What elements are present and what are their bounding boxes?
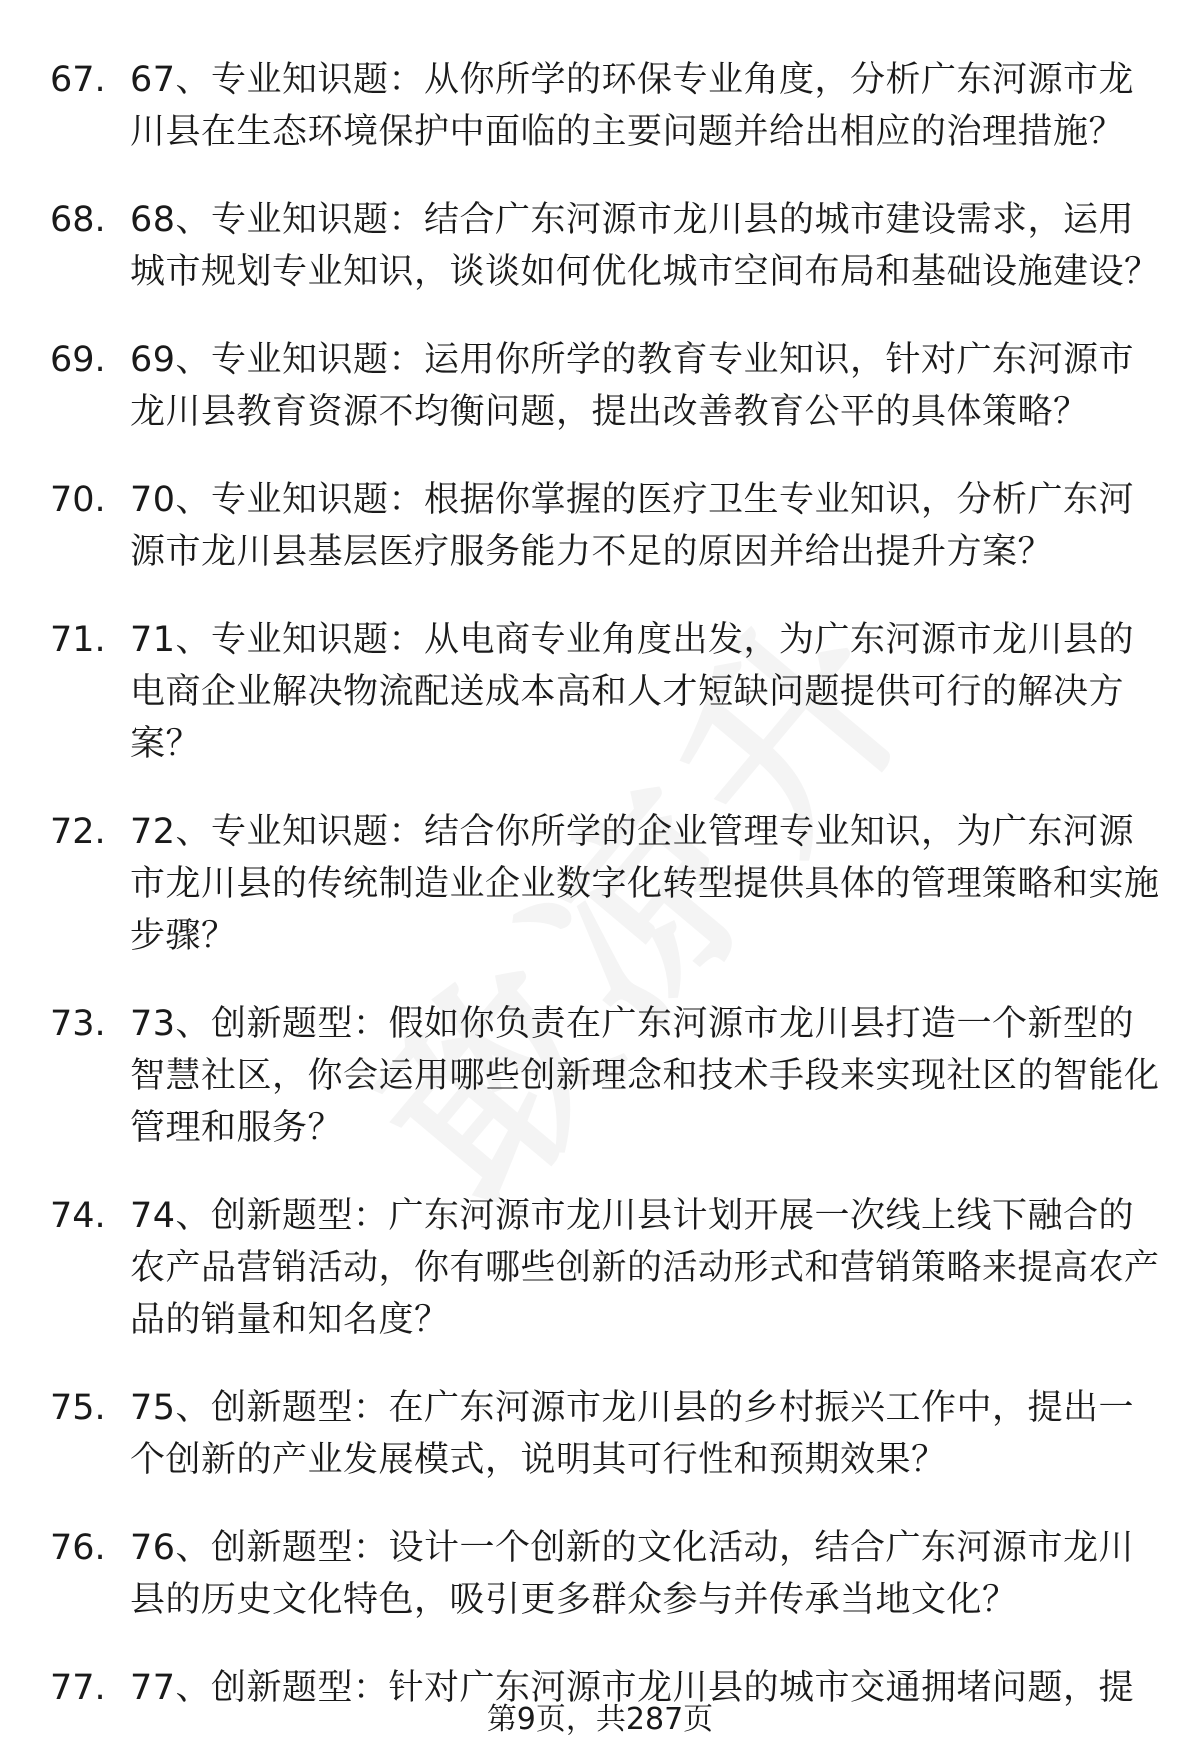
question-text: 69、专业知识题：运用你所学的教育专业知识，针对广东河源市龙川县教育资源不均衡问题，提出改善教育公平的具体策略？ (130, 340, 1135, 432)
list-number: 69. (50, 340, 106, 380)
list-item (50, 474, 1160, 578)
list-number: 76. (50, 1528, 106, 1568)
list-number: 72. (50, 812, 106, 852)
list-number: 73. (50, 1004, 106, 1044)
question-text: 76、创新题型：设计一个创新的文化活动，结合广东河源市龙川县的历史文化特色，吸引更多群众参与并传承当地文化？ (130, 1528, 1135, 1620)
list-item (50, 1522, 1160, 1626)
question-text: 73、创新题型：假如你负责在广东河源市龙川县打造一个新型的智慧社区，你会运用哪些创新理念和技术手段来实现社区的智能化管理和服务？ (130, 1004, 1160, 1148)
list-item (50, 1190, 1160, 1346)
list-item (50, 806, 1160, 962)
question-text: 67、专业知识题：从你所学的环保专业角度，分析广东河源市龙川县在生态环境保护中面临的主要问题并给出相应的治理措施？ (130, 60, 1135, 152)
page-footer: 第9页，共287页 (486, 1702, 714, 1737)
list-number: 77. (50, 1668, 106, 1708)
question-text: 68、专业知识题：结合广东河源市龙川县的城市建设需求，运用城市规划专业知识，谈谈如何优化城市空间布局和基础设施建设？ (130, 200, 1160, 292)
list-number: 74. (50, 1196, 106, 1236)
list-number: 71. (50, 620, 106, 660)
question-list (50, 54, 1160, 1750)
list-item (50, 54, 1160, 158)
question-text: 70、专业知识题：根据你掌握的医疗卫生专业知识，分析广东河源市龙川县基层医疗服务能力不足的原因并给出提升方案？ (130, 480, 1135, 572)
list-number: 70. (50, 480, 106, 520)
list-item (50, 1382, 1160, 1486)
list-item (50, 194, 1160, 298)
question-text: 72、专业知识题：结合你所学的企业管理专业知识，为广东河源市龙川县的传统制造业企业数字化转型提供具体的管理策略和实施步骤？ (130, 812, 1160, 956)
list-number: 67. (50, 60, 106, 100)
list-number: 68. (50, 200, 106, 240)
list-item (50, 998, 1160, 1154)
question-text: 75、创新题型：在广东河源市龙川县的乡村振兴工作中，提出一个创新的产业发展模式，说明其可行性和预期效果？ (130, 1388, 1135, 1480)
question-text: 77、创新题型：针对广东河源市龙川县的城市交通拥堵问题，提 (130, 1668, 1135, 1708)
question-text: 71、专业知识题：从电商专业角度出发，为广东河源市龙川县的电商企业解决物流配送成本高和人才短缺问题提供可行的解决方案？ (130, 620, 1135, 764)
question-text: 74、创新题型：广东河源市龙川县计划开展一次线上线下融合的农产品营销活动，你有哪些创新的活动形式和营销策略来提高农产品的销量和知名度？ (130, 1196, 1160, 1340)
list-item (50, 334, 1160, 438)
list-item (50, 614, 1160, 770)
list-number: 75. (50, 1388, 106, 1428)
